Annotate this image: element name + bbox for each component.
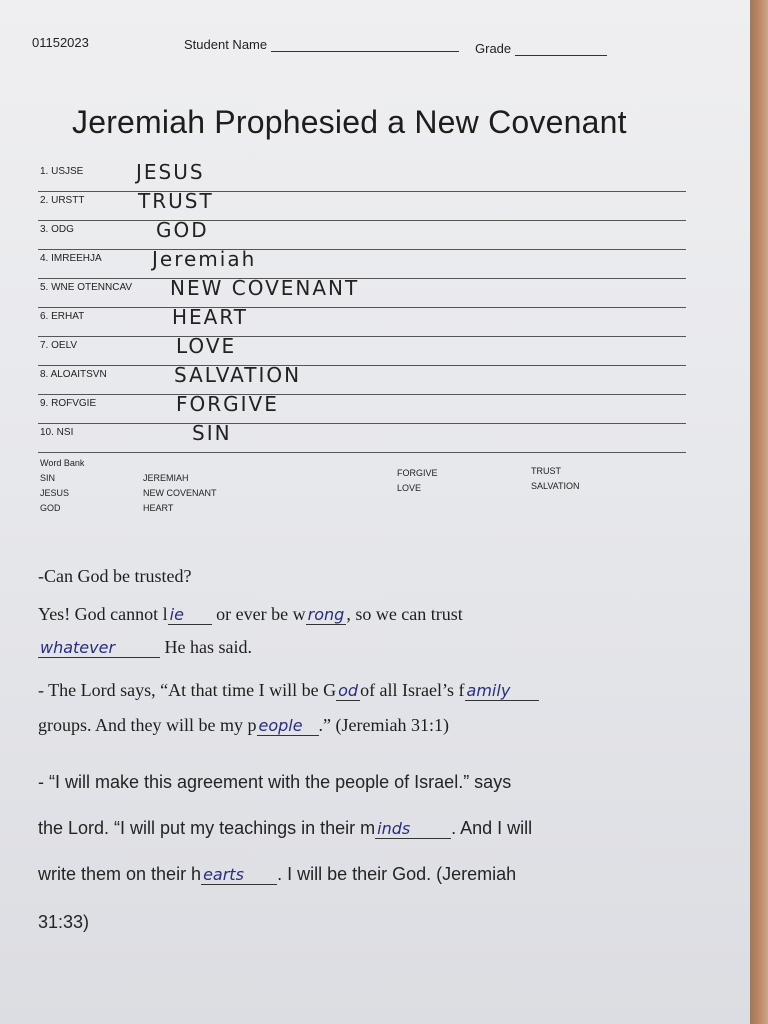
handwritten-fill: eople <box>257 716 319 736</box>
question-heading: -Can God be trusted? <box>38 566 192 586</box>
word-bank-word: TRUST <box>531 466 561 476</box>
sentence-text: write them on their h <box>38 864 202 884</box>
sentence-text: - “I will make this agreement with the people of Israel.” says <box>38 772 512 792</box>
scramble-clue: 5. WNE OTENNCAV <box>40 282 133 293</box>
word-bank-word: HEART <box>143 503 174 513</box>
scramble-row <box>38 162 686 192</box>
handwritten-fill: whatever <box>38 638 160 658</box>
word-bank-col-1 <box>40 456 84 516</box>
paragraph-3-line-4: 31:33) <box>38 912 90 932</box>
document-code: 01152023 <box>32 35 89 50</box>
sentence-text: .” (Jeremiah 31:1) <box>318 715 449 735</box>
handwritten-answer: NEW COVENANT <box>170 276 360 300</box>
grade-field <box>475 41 607 56</box>
paragraph-2-line-1 <box>38 680 539 701</box>
word-bank-word: NEW COVENANT <box>143 488 217 498</box>
handwritten-fill: ie <box>168 605 212 625</box>
scramble-clue: 1. USJSE <box>40 166 84 177</box>
sentence-text: . And I will <box>451 818 533 838</box>
sentence-text: , so we can trust <box>346 604 463 624</box>
scramble-row <box>38 191 686 221</box>
scramble-row <box>38 220 686 250</box>
student-name-label: Student Name <box>184 37 268 52</box>
paragraph-1-line-2 <box>38 637 252 658</box>
handwritten-answer: SIN <box>192 421 232 445</box>
paragraph-3-line-3 <box>38 864 516 885</box>
handwritten-answer: GOD <box>156 218 209 242</box>
scramble-row <box>38 423 686 453</box>
handwritten-answer: LOVE <box>176 334 237 358</box>
word-bank-word: GOD <box>40 503 61 513</box>
sentence-text: He has said. <box>164 637 252 657</box>
scramble-clue: 4. IMREEHJA <box>40 253 102 264</box>
scramble-row <box>38 336 686 366</box>
word-bank-col-3 <box>397 466 438 496</box>
scramble-clue: 6. ERHAT <box>40 311 85 322</box>
handwritten-answer: Jeremiah <box>152 247 257 271</box>
handwritten-answer: SALVATION <box>174 363 302 387</box>
handwritten-answer: FORGIVE <box>176 392 279 416</box>
grade-label: Grade <box>475 41 512 56</box>
student-name-field <box>184 37 459 52</box>
sentence-text: . I will be their God. (Jeremiah <box>277 864 517 884</box>
handwritten-fill: amily <box>465 681 539 701</box>
scramble-row <box>38 278 686 308</box>
handwritten-answer: JESUS <box>136 160 205 184</box>
word-bank-word: SIN <box>40 473 56 483</box>
handwritten-answer: HEART <box>172 305 249 329</box>
scramble-clue: 8. ALOAITSVN <box>40 369 107 380</box>
page-title: Jeremiah Prophesied a New Covenant <box>72 104 627 140</box>
handwritten-fill: rong <box>307 605 345 624</box>
sentence-text: - The Lord says, “At that time I will be G <box>38 680 337 700</box>
student-name-blank <box>271 51 459 52</box>
handwritten-fill: earts <box>201 865 277 885</box>
scramble-row <box>38 307 686 337</box>
scramble-clue: 10. NSI <box>40 427 74 438</box>
word-bank-word: JESUS <box>40 488 70 498</box>
sentence-text: or ever be w <box>216 604 306 624</box>
sentence-text: of all Israel’s f <box>360 680 465 700</box>
word-bank-title: Word Bank <box>40 458 85 468</box>
scramble-clue: 9. ROFVGIE <box>40 398 97 409</box>
word-bank-word: SALVATION <box>531 481 580 491</box>
word-bank-col-2 <box>143 471 217 516</box>
scramble-row <box>38 249 686 279</box>
handwritten-answer: TRUST <box>138 189 214 213</box>
scramble-row <box>38 394 686 424</box>
paragraph-3-line-2 <box>38 818 532 839</box>
word-bank-word: LOVE <box>397 483 422 493</box>
paragraph-3-line-1 <box>38 772 511 793</box>
word-bank-col-4 <box>531 464 580 494</box>
sentence-text: groups. And they will be my p <box>38 715 257 735</box>
scramble-clue: 7. OELV <box>40 340 78 351</box>
scramble-clue: 2. URSTT <box>40 195 85 206</box>
paragraph-1-line-1 <box>38 604 463 625</box>
word-bank-word: JEREMIAH <box>143 473 189 483</box>
scramble-clue: 3. ODG <box>40 224 74 235</box>
handwritten-fill: od <box>338 681 359 700</box>
sentence-text: Yes! God cannot l <box>38 604 168 624</box>
sentence-text: the Lord. “I will put my teachings in their m <box>38 818 376 838</box>
handwritten-fill: inds <box>375 819 451 839</box>
word-bank-word: FORGIVE <box>397 468 438 478</box>
paragraph-2-line-2 <box>38 715 449 736</box>
grade-blank <box>515 55 607 56</box>
background-edge <box>750 0 768 1024</box>
scramble-row <box>38 365 686 395</box>
